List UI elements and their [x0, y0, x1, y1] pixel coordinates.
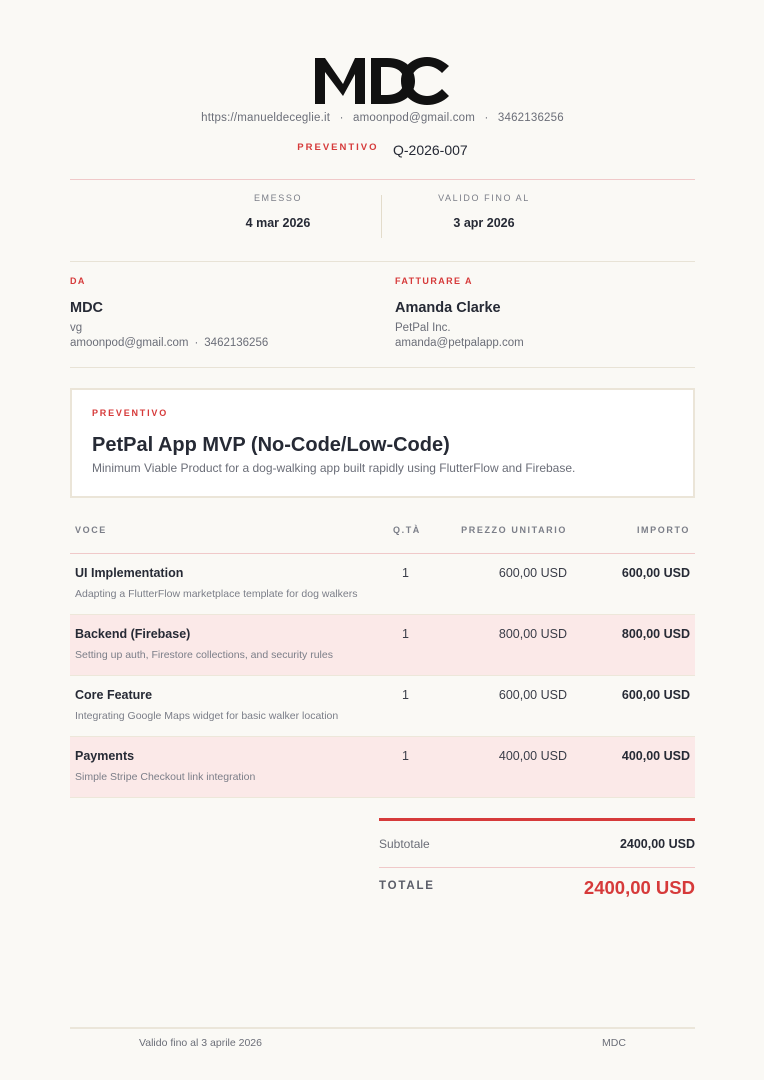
item-amount: 600,00 USD	[621, 566, 690, 580]
vertical-divider	[381, 195, 382, 238]
from-phone: 3462136256	[204, 337, 269, 349]
from-email[interactable]: amoonpod@gmail.com	[70, 337, 189, 349]
item-name: Core Feature	[75, 688, 153, 702]
subtotal-row	[379, 821, 695, 867]
item-name: UI Implementation	[75, 566, 184, 580]
valid-label: VALIDO FINO AL	[438, 193, 530, 203]
totals-section	[379, 818, 695, 908]
table-row	[70, 614, 695, 675]
line-items-table	[70, 515, 695, 798]
item-description: Integrating Google Maps widget for basic walker location	[75, 710, 339, 722]
dates-section	[70, 193, 695, 239]
table-row	[70, 736, 695, 797]
divider	[70, 367, 695, 368]
from-heading: DA	[70, 276, 86, 286]
item-description: Setting up auth, Firestore collections, and security rules	[75, 649, 333, 661]
quote-summary-card	[70, 388, 695, 498]
item-unit-price: 600,00 USD	[498, 688, 567, 702]
item-unit-price: 600,00 USD	[498, 566, 567, 580]
quote-reference	[70, 141, 695, 159]
mdc-logo	[315, 56, 451, 106]
table-header	[70, 515, 695, 553]
email-link[interactable]: amoonpod@gmail.com	[353, 112, 476, 124]
client-email[interactable]: amanda@petpalapp.com	[395, 337, 524, 349]
item-unit-price: 400,00 USD	[498, 749, 567, 763]
bill-to-section	[395, 276, 695, 349]
table-row	[70, 675, 695, 736]
quote-label: PREVENTIVO	[92, 408, 169, 418]
document-type-label: PREVENTIVO	[297, 142, 379, 153]
subtotal-value: 2400,00 USD	[619, 837, 695, 851]
separator: ·	[339, 112, 344, 124]
footer-validity: Valido fino al 3 aprile 2026	[139, 1037, 262, 1049]
item-name: Backend (Firebase)	[75, 627, 191, 641]
separator: ·	[484, 112, 489, 124]
issued-label: EMESSO	[253, 193, 303, 203]
total-value: 2400,00 USD	[583, 877, 695, 898]
divider	[70, 179, 695, 180]
footer	[70, 1027, 695, 1049]
item-qty: 1	[402, 566, 409, 580]
quote-number: Q-2026-007	[392, 142, 468, 158]
item-amount: 600,00 USD	[621, 688, 690, 702]
bill-to-heading: FATTURARE A	[395, 276, 473, 286]
item-name: Payments	[75, 749, 135, 763]
from-section	[70, 276, 370, 349]
website-link[interactable]: https://manueldeceglie.it	[201, 112, 331, 124]
col-item: VOCE	[75, 525, 107, 535]
valid-until-date	[384, 193, 584, 230]
total-label: TOTALE	[379, 880, 435, 892]
issued-date	[178, 193, 378, 230]
total-row	[379, 868, 695, 908]
item-qty: 1	[402, 688, 409, 702]
table-row	[70, 553, 695, 614]
from-name: MDC	[70, 300, 104, 316]
item-qty: 1	[402, 749, 409, 763]
quote-description: Minimum Viable Product for a dog-walking app built rapidly using FlutterFlow and Firebase.	[92, 461, 576, 475]
subtotal-label: Subtotale	[379, 837, 430, 851]
item-qty: 1	[402, 627, 409, 641]
col-unit-price: PREZZO UNITARIO	[461, 525, 567, 535]
contact-line	[70, 112, 695, 124]
phone-text: 3462136256	[497, 112, 564, 124]
from-contact	[70, 337, 370, 349]
from-line1: vg	[70, 322, 83, 334]
footer-brand: MDC	[602, 1037, 626, 1049]
item-unit-price: 800,00 USD	[498, 627, 567, 641]
item-description: Adapting a FlutterFlow marketplace template for dog walkers	[75, 588, 358, 600]
divider	[70, 797, 695, 798]
col-amount: IMPORTO	[636, 525, 690, 535]
separator: ·	[194, 337, 199, 349]
col-qty: Q.TÀ	[393, 525, 421, 535]
client-company: PetPal Inc.	[395, 322, 451, 334]
client-name: Amanda Clarke	[395, 300, 501, 316]
quote-title: PetPal App MVP (No-Code/Low-Code)	[92, 434, 450, 456]
item-amount: 400,00 USD	[621, 749, 690, 763]
item-amount: 800,00 USD	[621, 627, 690, 641]
divider	[70, 261, 695, 262]
valid-value: 3 apr 2026	[453, 216, 515, 230]
issued-value: 4 mar 2026	[245, 216, 311, 230]
divider	[70, 1027, 695, 1029]
item-description: Simple Stripe Checkout link integration	[75, 771, 256, 783]
